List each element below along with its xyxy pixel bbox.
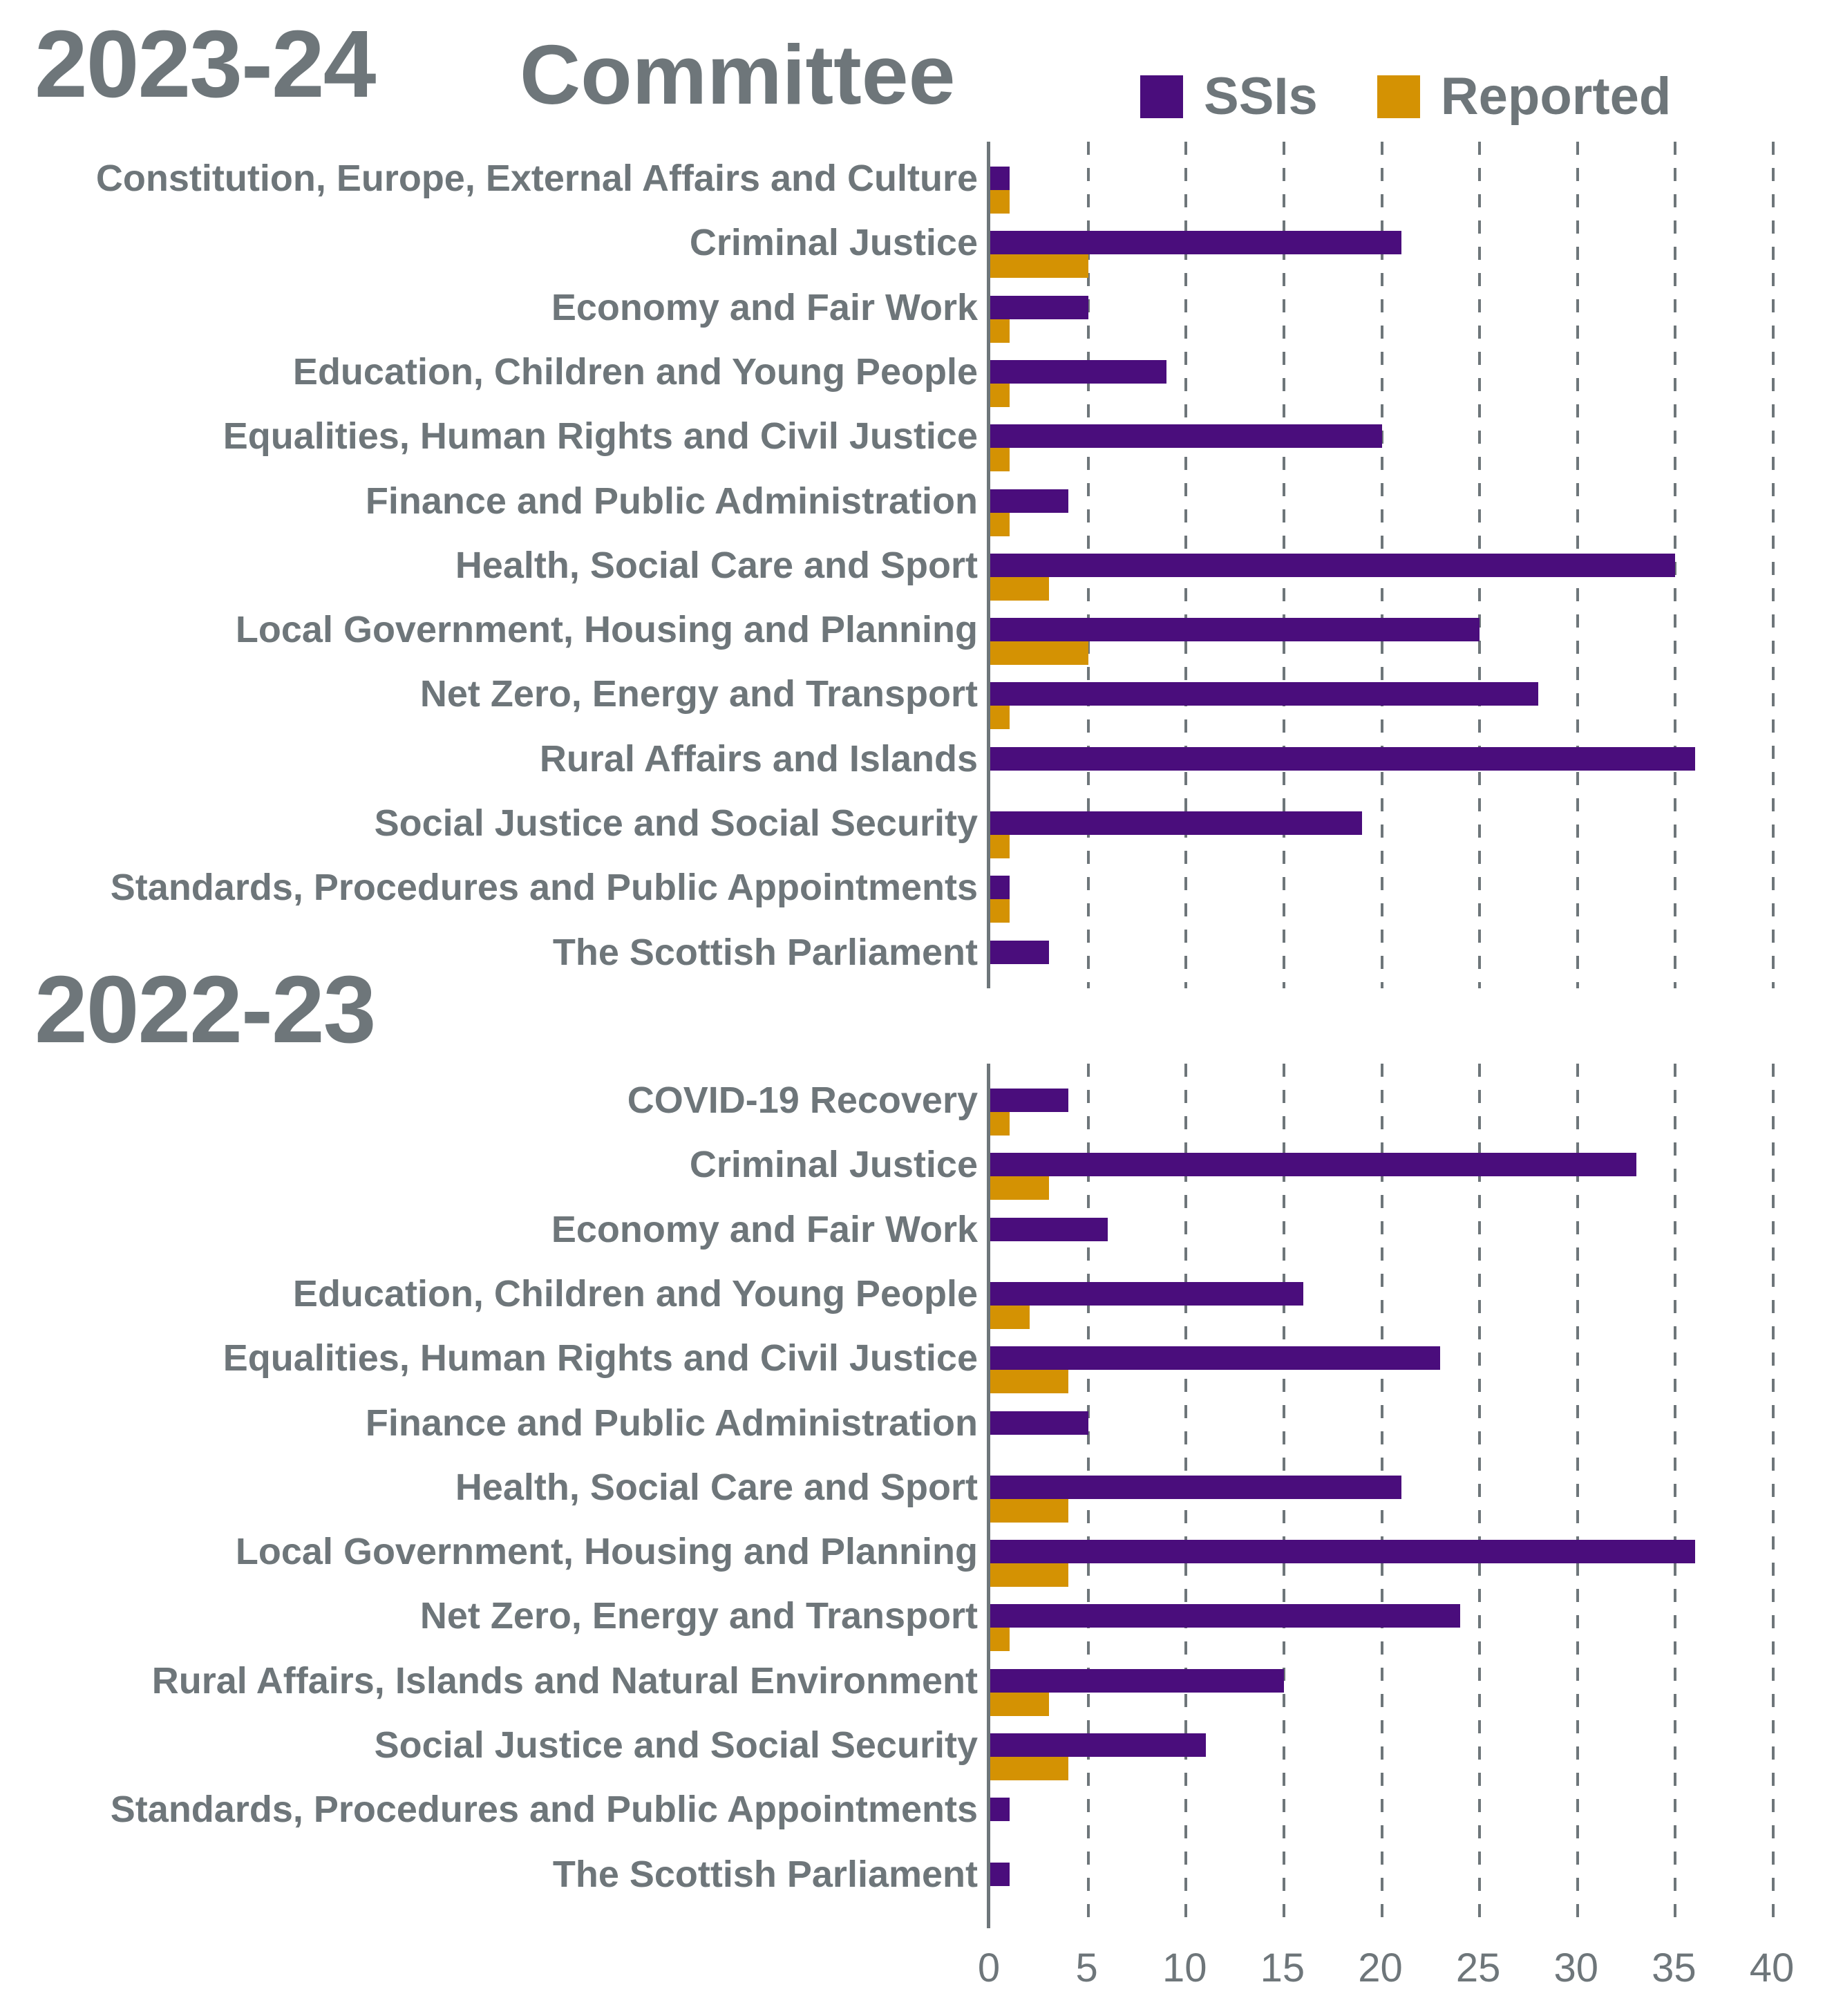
x-tick-25: 25: [1455, 1946, 1501, 1990]
bar-ssis: [990, 1540, 1695, 1563]
bar-ssis: [990, 1476, 1401, 1499]
category-label: Equalities, Human Rights and Civil Justice: [223, 415, 978, 458]
bar-ssis: [990, 1089, 1068, 1112]
bar-ssis: [990, 296, 1088, 319]
bar-ssis: [990, 1798, 1010, 1821]
bar-reported: [990, 835, 1010, 858]
bar-reported: [990, 899, 1010, 923]
category-label: Criminal Justice: [689, 222, 978, 264]
bar-reported: [990, 1370, 1068, 1393]
bar-reported: [990, 384, 1010, 407]
x-tick-5: 5: [1075, 1946, 1098, 1990]
category-label: Education, Children and Young People: [292, 350, 978, 393]
category-label: Health, Social Care and Sport: [455, 1466, 978, 1508]
gridline-35: [1674, 1064, 1676, 1928]
bar-reported: [990, 1563, 1068, 1587]
category-label: Constitution, Europe, External Affairs and Culture: [95, 158, 978, 199]
bar-ssis: [990, 1863, 1010, 1886]
category-label: Finance and Public Administration: [365, 480, 978, 522]
category-label: COVID-19 Recovery: [627, 1080, 978, 1121]
gridline-25: [1478, 1064, 1481, 1928]
legend-label-ssis: SSIs: [1204, 67, 1318, 126]
category-label: Finance and Public Administration: [365, 1402, 978, 1444]
bar-ssis: [990, 1218, 1108, 1241]
bar-reported: [990, 706, 1010, 729]
bar-ssis: [990, 489, 1068, 513]
category-label: Rural Affairs and Islands: [539, 737, 978, 780]
category-label: Social Justice and Social Security: [374, 1724, 978, 1766]
bar-ssis: [990, 1346, 1440, 1370]
category-label: Equalities, Human Rights and Civil Justice: [223, 1337, 978, 1379]
chart-2023-24: [0, 142, 1843, 988]
bar-reported: [990, 513, 1010, 536]
category-label: Net Zero, Energy and Transport: [419, 673, 978, 715]
category-label: Standards, Procedures and Public Appointments: [110, 867, 978, 909]
category-label: Local Government, Housing and Planning: [235, 609, 978, 651]
bar-ssis: [990, 747, 1695, 771]
bar-ssis: [990, 876, 1010, 899]
legend-item-reported: [1377, 66, 1672, 126]
bar-reported: [990, 1306, 1030, 1329]
bar-ssis: [990, 167, 1010, 190]
bar-reported: [990, 319, 1010, 343]
category-label: Local Government, Housing and Planning: [235, 1531, 978, 1573]
chart-title: Committee: [520, 28, 956, 122]
x-tick-35: 35: [1652, 1946, 1696, 1990]
bar-ssis: [990, 1282, 1303, 1306]
bar-ssis: [990, 360, 1166, 384]
legend-label-reported: Reported: [1440, 67, 1672, 126]
bar-reported: [990, 1112, 1010, 1136]
bar-reported: [990, 577, 1049, 601]
bar-reported: [990, 1693, 1049, 1716]
gridline-40: [1772, 1064, 1775, 1928]
legend-swatch-ssis: [1140, 75, 1183, 118]
bar-reported: [990, 1176, 1049, 1200]
bar-reported: [990, 1757, 1068, 1780]
category-label: Health, Social Care and Sport: [455, 544, 978, 586]
bar-reported: [990, 448, 1010, 471]
chart-2022-23: [0, 1064, 1843, 1928]
section-title-2023-24: 2023-24: [35, 11, 375, 117]
legend: [1140, 66, 1671, 126]
category-label: Net Zero, Energy and Transport: [419, 1595, 978, 1637]
category-label: Economy and Fair Work: [551, 286, 978, 328]
category-label: Education, Children and Young People: [292, 1272, 978, 1315]
x-axis-ticks: [0, 1941, 1843, 1996]
category-label: The Scottish Parliament: [552, 931, 978, 973]
legend-item-ssis: [1140, 66, 1318, 126]
bar-ssis: [990, 618, 1480, 641]
bar-reported: [990, 254, 1088, 278]
bar-ssis: [990, 1411, 1088, 1435]
bar-ssis: [990, 1669, 1284, 1693]
gridline-30: [1576, 1064, 1579, 1928]
legend-swatch-reported: [1377, 75, 1420, 118]
category-label: Economy and Fair Work: [551, 1208, 978, 1250]
x-tick-0: 0: [977, 1946, 1001, 1990]
x-tick-15: 15: [1260, 1946, 1305, 1990]
category-label: Standards, Procedures and Public Appointments: [110, 1789, 978, 1831]
bar-ssis: [990, 1604, 1460, 1628]
bar-reported: [990, 1499, 1068, 1523]
section-title-2022-23: 2022-23: [35, 957, 375, 1063]
bar-ssis: [990, 811, 1362, 835]
bar-ssis: [990, 231, 1401, 254]
category-label: The Scottish Parliament: [552, 1853, 978, 1895]
bar-reported: [990, 190, 1010, 214]
x-tick-10: 10: [1162, 1946, 1207, 1990]
bar-reported: [990, 1628, 1010, 1651]
category-label: Rural Affairs, Islands and Natural Environment: [151, 1659, 978, 1702]
x-tick-40: 40: [1749, 1946, 1795, 1990]
bar-reported: [990, 641, 1088, 665]
x-tick-20: 20: [1358, 1946, 1403, 1990]
bar-ssis: [990, 424, 1382, 448]
gridline-40: [1772, 142, 1775, 988]
bar-ssis: [990, 941, 1049, 964]
bar-ssis: [990, 1153, 1636, 1176]
category-label: Criminal Justice: [689, 1144, 978, 1186]
x-tick-30: 30: [1553, 1946, 1599, 1990]
bar-ssis: [990, 682, 1538, 706]
category-label: Social Justice and Social Security: [374, 802, 978, 844]
bar-ssis: [990, 1733, 1206, 1757]
bar-ssis: [990, 554, 1675, 577]
